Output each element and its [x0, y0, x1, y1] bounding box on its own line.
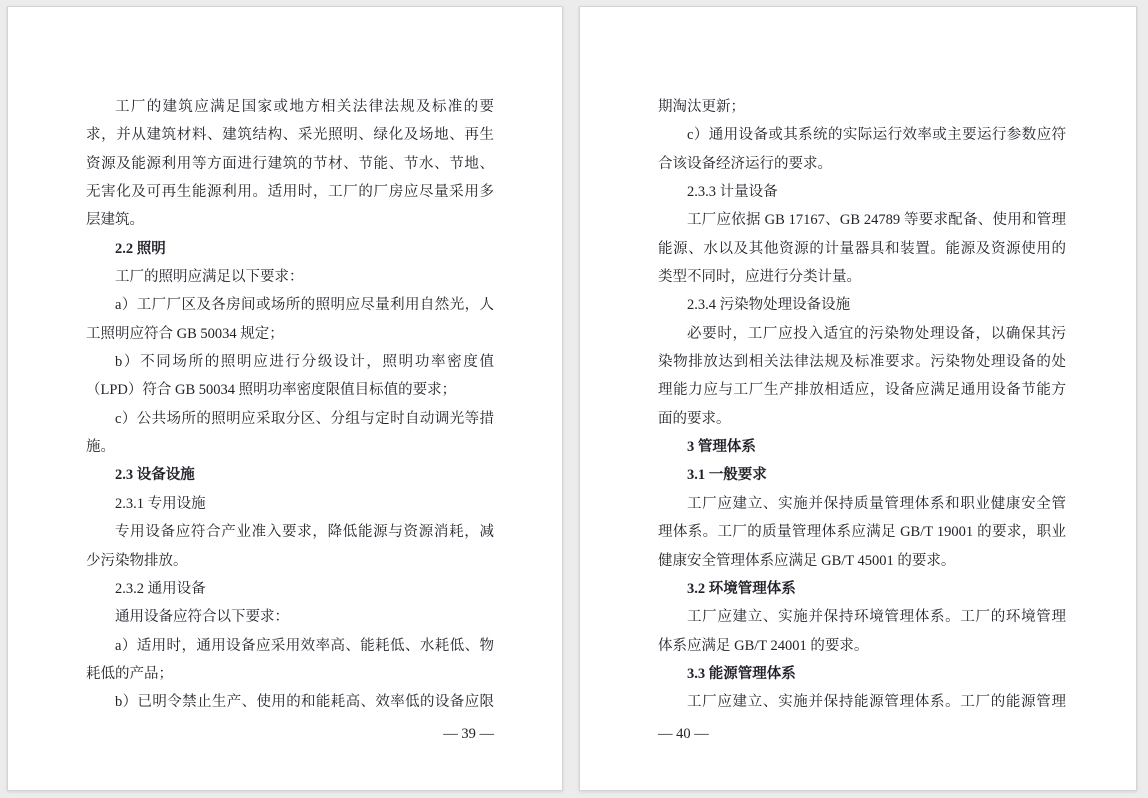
text-line: 能源、水以及其他资源的计量器具和装置。能源及资源使用的	[658, 240, 1066, 257]
text-line: 工厂的照明应满足以下要求：	[115, 269, 304, 286]
text-line: 专用设备应符合产业准入要求，降低能源与资源消耗，减	[115, 524, 494, 541]
text-line: 层建筑。	[86, 212, 144, 229]
page-39	[7, 6, 563, 791]
page-40-content	[658, 93, 1066, 717]
text-line: 3.3 能源管理体系	[687, 665, 796, 682]
text-line: 2.3.1 专用设施	[115, 495, 206, 512]
text-line: 工厂应建立、实施并保持能源管理体系。工厂的能源管理	[687, 694, 1066, 711]
text-line: 合该设备经济运行的要求。	[658, 155, 832, 172]
text-line: c）公共场所的照明应采取分区、分组与定时自动调光等措	[115, 410, 494, 427]
text-line: 健康安全管理体系应满足 GB/T 45001 的要求。	[658, 552, 956, 569]
text-line: （LPD）符合 GB 50034 照明功率密度限值目标值的要求；	[86, 382, 457, 399]
text-line: 3 管理体系	[687, 439, 756, 456]
text-line: b）已明令禁止生产、使用的和能耗高、效率低的设备应限	[115, 694, 494, 711]
text-line: 少污染物排放。	[86, 552, 188, 569]
text-line: 体系应满足 GB/T 24001 的要求。	[658, 637, 869, 654]
text-line: 工厂的建筑应满足国家或地方相关法律法规及标准的要	[115, 99, 494, 115]
text-line: 施。	[86, 439, 115, 456]
text-line: 2.3.4 污染物处理设备设施	[687, 297, 851, 314]
text-line: 期淘汰更新；	[658, 99, 745, 115]
text-line: 3.1 一般要求	[687, 467, 767, 484]
text-line: 2.3 设备设施	[115, 467, 195, 484]
text-line: 工照明应符合 GB 50034 规定；	[86, 325, 284, 342]
text-line: 2.3.2 通用设备	[115, 580, 206, 597]
text-line: 耗低的产品；	[86, 665, 173, 682]
text-line: 3.2 环境管理体系	[687, 580, 796, 597]
text-line: b）不同场所的照明应进行分级设计，照明功率密度值	[115, 354, 494, 371]
text-line: a）适用时，通用设备应采用效率高、能耗低、水耗低、物	[115, 637, 494, 654]
page-39-content	[86, 93, 494, 717]
text-line: 求，并从建筑材料、建筑结构、采光照明、绿化及场地、再生	[86, 127, 494, 144]
text-line: c）通用设备或其系统的实际运行效率或主要运行参数应符	[687, 127, 1066, 144]
text-line: 通用设备应符合以下要求：	[115, 609, 289, 626]
page-39-number: — 39 —	[443, 725, 494, 742]
text-line: 2.2 照明	[115, 240, 166, 257]
text-line: 面的要求。	[658, 410, 731, 427]
page-40	[579, 6, 1137, 791]
text-line: 理能力应与工厂生产排放相适应，设备应满足通用设备节能方	[658, 382, 1066, 399]
page-40-number: — 40 —	[658, 725, 709, 742]
text-line: 染物排放达到相关法律法规及标准要求。污染物处理设备的处	[658, 354, 1066, 371]
text-line: a）工厂厂区及各房间或场所的照明应尽量利用自然光，人	[115, 297, 494, 314]
text-line: 类型不同时，应进行分类计量。	[658, 269, 861, 286]
text-line: 工厂应建立、实施并保持质量管理体系和职业健康安全管	[687, 495, 1066, 512]
text-line: 理体系。工厂的质量管理体系应满足 GB/T 19001 的要求，职业	[658, 524, 1066, 541]
text-line: 资源及能源利用等方面进行建筑的节材、节能、节水、节地、	[86, 155, 494, 172]
text-line: 2.3.3 计量设备	[687, 184, 778, 201]
text-line: 无害化及可再生能源利用。适用时，工厂的厂房应尽量采用多	[86, 184, 494, 201]
text-line: 工厂应依据 GB 17167、GB 24789 等要求配备、使用和管理	[687, 212, 1066, 229]
text-line: 必要时，工厂应投入适宜的污染物处理设备，以确保其污	[687, 325, 1066, 342]
text-line: 工厂应建立、实施并保持环境管理体系。工厂的环境管理	[687, 609, 1066, 626]
